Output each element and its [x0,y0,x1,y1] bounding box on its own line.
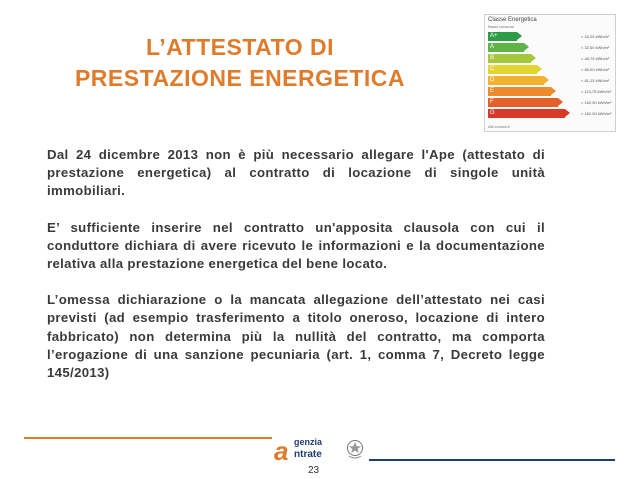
footer-divider-left [24,437,272,439]
logo-mark-icon: a [274,436,289,466]
logo-text-line-1: genzia [294,437,323,447]
energy-class-bar: E [488,87,551,96]
logo-text-line-2: ntrate [294,449,322,460]
energy-class-value: < 32,50 kWh/m² [581,45,610,50]
slide-title [40,32,440,94]
energy-class-bar: D [488,76,544,85]
energy-class-value: < 48,75 kWh/m² [581,56,610,61]
republic-emblem-icon [346,438,364,460]
energy-class-bar: C [488,65,537,74]
energy-class-value: < 81,25 kWh/m² [581,78,610,83]
chart-top-label: Bassi consumi [488,24,514,29]
page-number: 23 [308,465,320,476]
energy-class-bar: A+ [488,32,517,41]
agenzia-entrate-logo [272,436,368,468]
title-line-1: L’ATTESTATO DI [145,34,334,60]
paragraph-2: E’ sufficiente inserire nel contratto un'apposita clausola con cui il conduttore dichiara di avere ricevuto le informazioni e la documentazione relativa alla prestazione energetica del bene locato. [47,219,545,272]
footer-divider-right [369,459,615,461]
energy-class-bar: G [488,109,565,118]
chart-header: Classe Energetica [488,17,537,23]
energy-class-chart [484,14,616,132]
chart-bottom-label: Alti consumi [488,124,510,129]
energy-class-bar: A [488,43,524,52]
energy-class-value: < 162,50 kWh/m² [581,100,612,105]
energy-class-value: > 162,50 kWh/m² [581,111,612,116]
paragraph-1: Dal 24 dicembre 2013 non è più necessario allegare l'Ape (attestato di prestazione energetica) al contratto di locazione di singole unità immobiliari. [47,147,545,199]
energy-class-value: < 113,75 kWh/m² [581,89,612,94]
slide-body [47,146,545,400]
title-line-2: PRESTAZIONE ENERGETICA [74,65,406,91]
energy-class-bar: B [488,54,531,63]
energy-class-value: < 65,00 kWh/m² [581,67,610,72]
paragraph-3: L’omessa dichiarazione o la mancata allegazione dell’attestato nei casi previsti (ad esempio trasferimento a titolo oneroso, locazione di intero fabbricato) non determina più la nullità del contratto, ma comporta l’erogazione di una sanzione pecuniaria (art. 1, comma 7, Decreto legge 145/2013) [47,292,545,381]
energy-class-value: < 16,25 kWh/m² [581,34,610,39]
energy-class-bar: F [488,98,558,107]
